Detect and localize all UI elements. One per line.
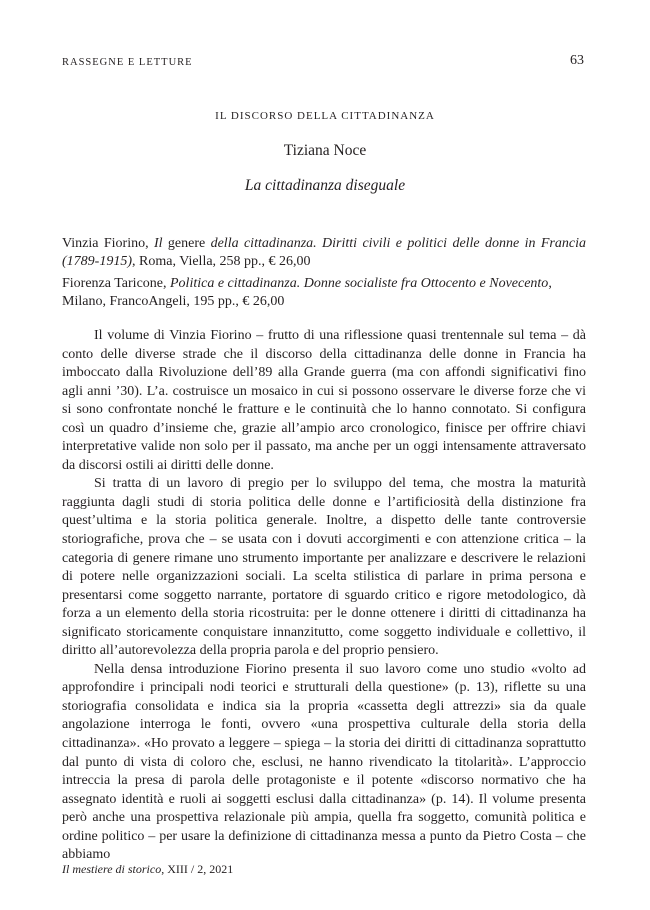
running-head: RASSEGNE E LETTURE: [62, 57, 193, 68]
journal-name: Il mestiere di storico: [62, 862, 162, 876]
book-publisher: ,: [548, 276, 552, 291]
journal-issue: , XIII / 2, 2021: [161, 862, 234, 876]
book-reference: [62, 235, 586, 270]
section-title: IL DISCORSO DELLA CITTADINANZA: [215, 110, 435, 122]
journal-footer: [62, 862, 233, 877]
review-title: La cittadinanza diseguale: [244, 177, 406, 194]
book-author: Fiorenza Taricone,: [62, 276, 170, 291]
paragraph: Si tratta di un lavoro di pregio per lo sviluppo del tema, che mostra la maturità raggiunta dagli studi di storia politica delle donne e l’artificiosità della distinzione fra quest’ultima e la storia politica generale. Inoltre, a dispetto delle tante controversie storiografiche, prova che – se usata con i dovuti accorgimenti e con attenzione critica – la categoria di genere rimane uno strumento importante per analizzare e descrivere le relazioni di potere nelle organizzazioni sociali. La scelta stilistica di parlare in prima persona e presentarsi come soggetto narrante, portatore di sguardo critico e rigore metodologico, dà forza a un elemento della storia ricostruita: per le donne ottenere i diritti di cittadinanza ha significato storicamente conquistare innanzitutto, come soggetto individuale e collettivo, il diritto all’autorevolezza della propria parola e del proprio pensiero.: [62, 476, 586, 659]
article-body: [62, 327, 586, 865]
page-number: 63: [570, 53, 584, 68]
paragraph: Nella densa introduzione Fiorino presenta il suo lavoro come uno studio «volto ad approfondire i principali nodi teorici e strutturali della questione» (p. 13), riflette su una storiografia consolidata e indica sia la propria «cassetta degli attrezzi» sia da quale angolazione interroga le fonti, ovvero «una prospettiva culturale della storia della cittadinanza». «Ho provato a leggere – spiega – la storia dei diritti di cittadinanza soprattutto dal punto di vista di coloro che, esclusi, ne hanno rivendicato la titolarità». L’approccio intreccia la presa di parola delle protagoniste e il potente «discorso normativo che ha assegnato identità e ruoli ai soggetti esclusi dalla cittadinanza» (p. 14). Il volume presenta però anche una prospettiva relazionale più ampia, quella fra soggetto, comunità politica e ordine politico – per usare la definizione di cittadinanza messa a punto da Pietro Costa – che abbiamo: [62, 661, 586, 863]
paragraph: Il volume di Vinzia Fiorino – frutto di una riflessione quasi trentennale sul tema – dà conto delle diverse strade che il discorso della cittadinanza delle donne in Francia ha imboccato dalla Rivoluzione dell’89 alla Grande guerra (ma con affondi significativi fino agli anni ’30). L’a. costruisce un mosaico in cui si possono osservare le diverse forze che vi si sono confrontate nonché le fratture e le continuità che lo hanno connotato. Si configura così un quadro d’insieme che, grazie all’ampio arco cronologico, finisce per offrire chiavi interpretative valide non solo per il passato, ma anche per un oggi intensamente attraversato da discorsi ostili ai diritti delle donne.: [62, 328, 586, 473]
review-author: Tiziana Noce: [283, 142, 367, 159]
book-reference: [62, 275, 586, 310]
book-title: Politica e cittadinanza. Donne socialiste fra Ottocento e Novecento: [170, 276, 549, 291]
book-title-part: genere: [162, 236, 211, 251]
book-title-part: Il: [153, 236, 163, 251]
book-title-part: della cittadinanza. Diritti civili e politici delle donne in Francia (1789-1915): [62, 236, 586, 269]
reviewed-books: [62, 235, 586, 315]
book-publisher: Milano, FrancoAngeli, 195 pp., € 26,00: [62, 293, 285, 309]
book-author: Vinzia Fiorino,: [62, 236, 154, 251]
book-publisher: , Roma, Viella, 258 pp., € 26,00: [132, 253, 311, 269]
